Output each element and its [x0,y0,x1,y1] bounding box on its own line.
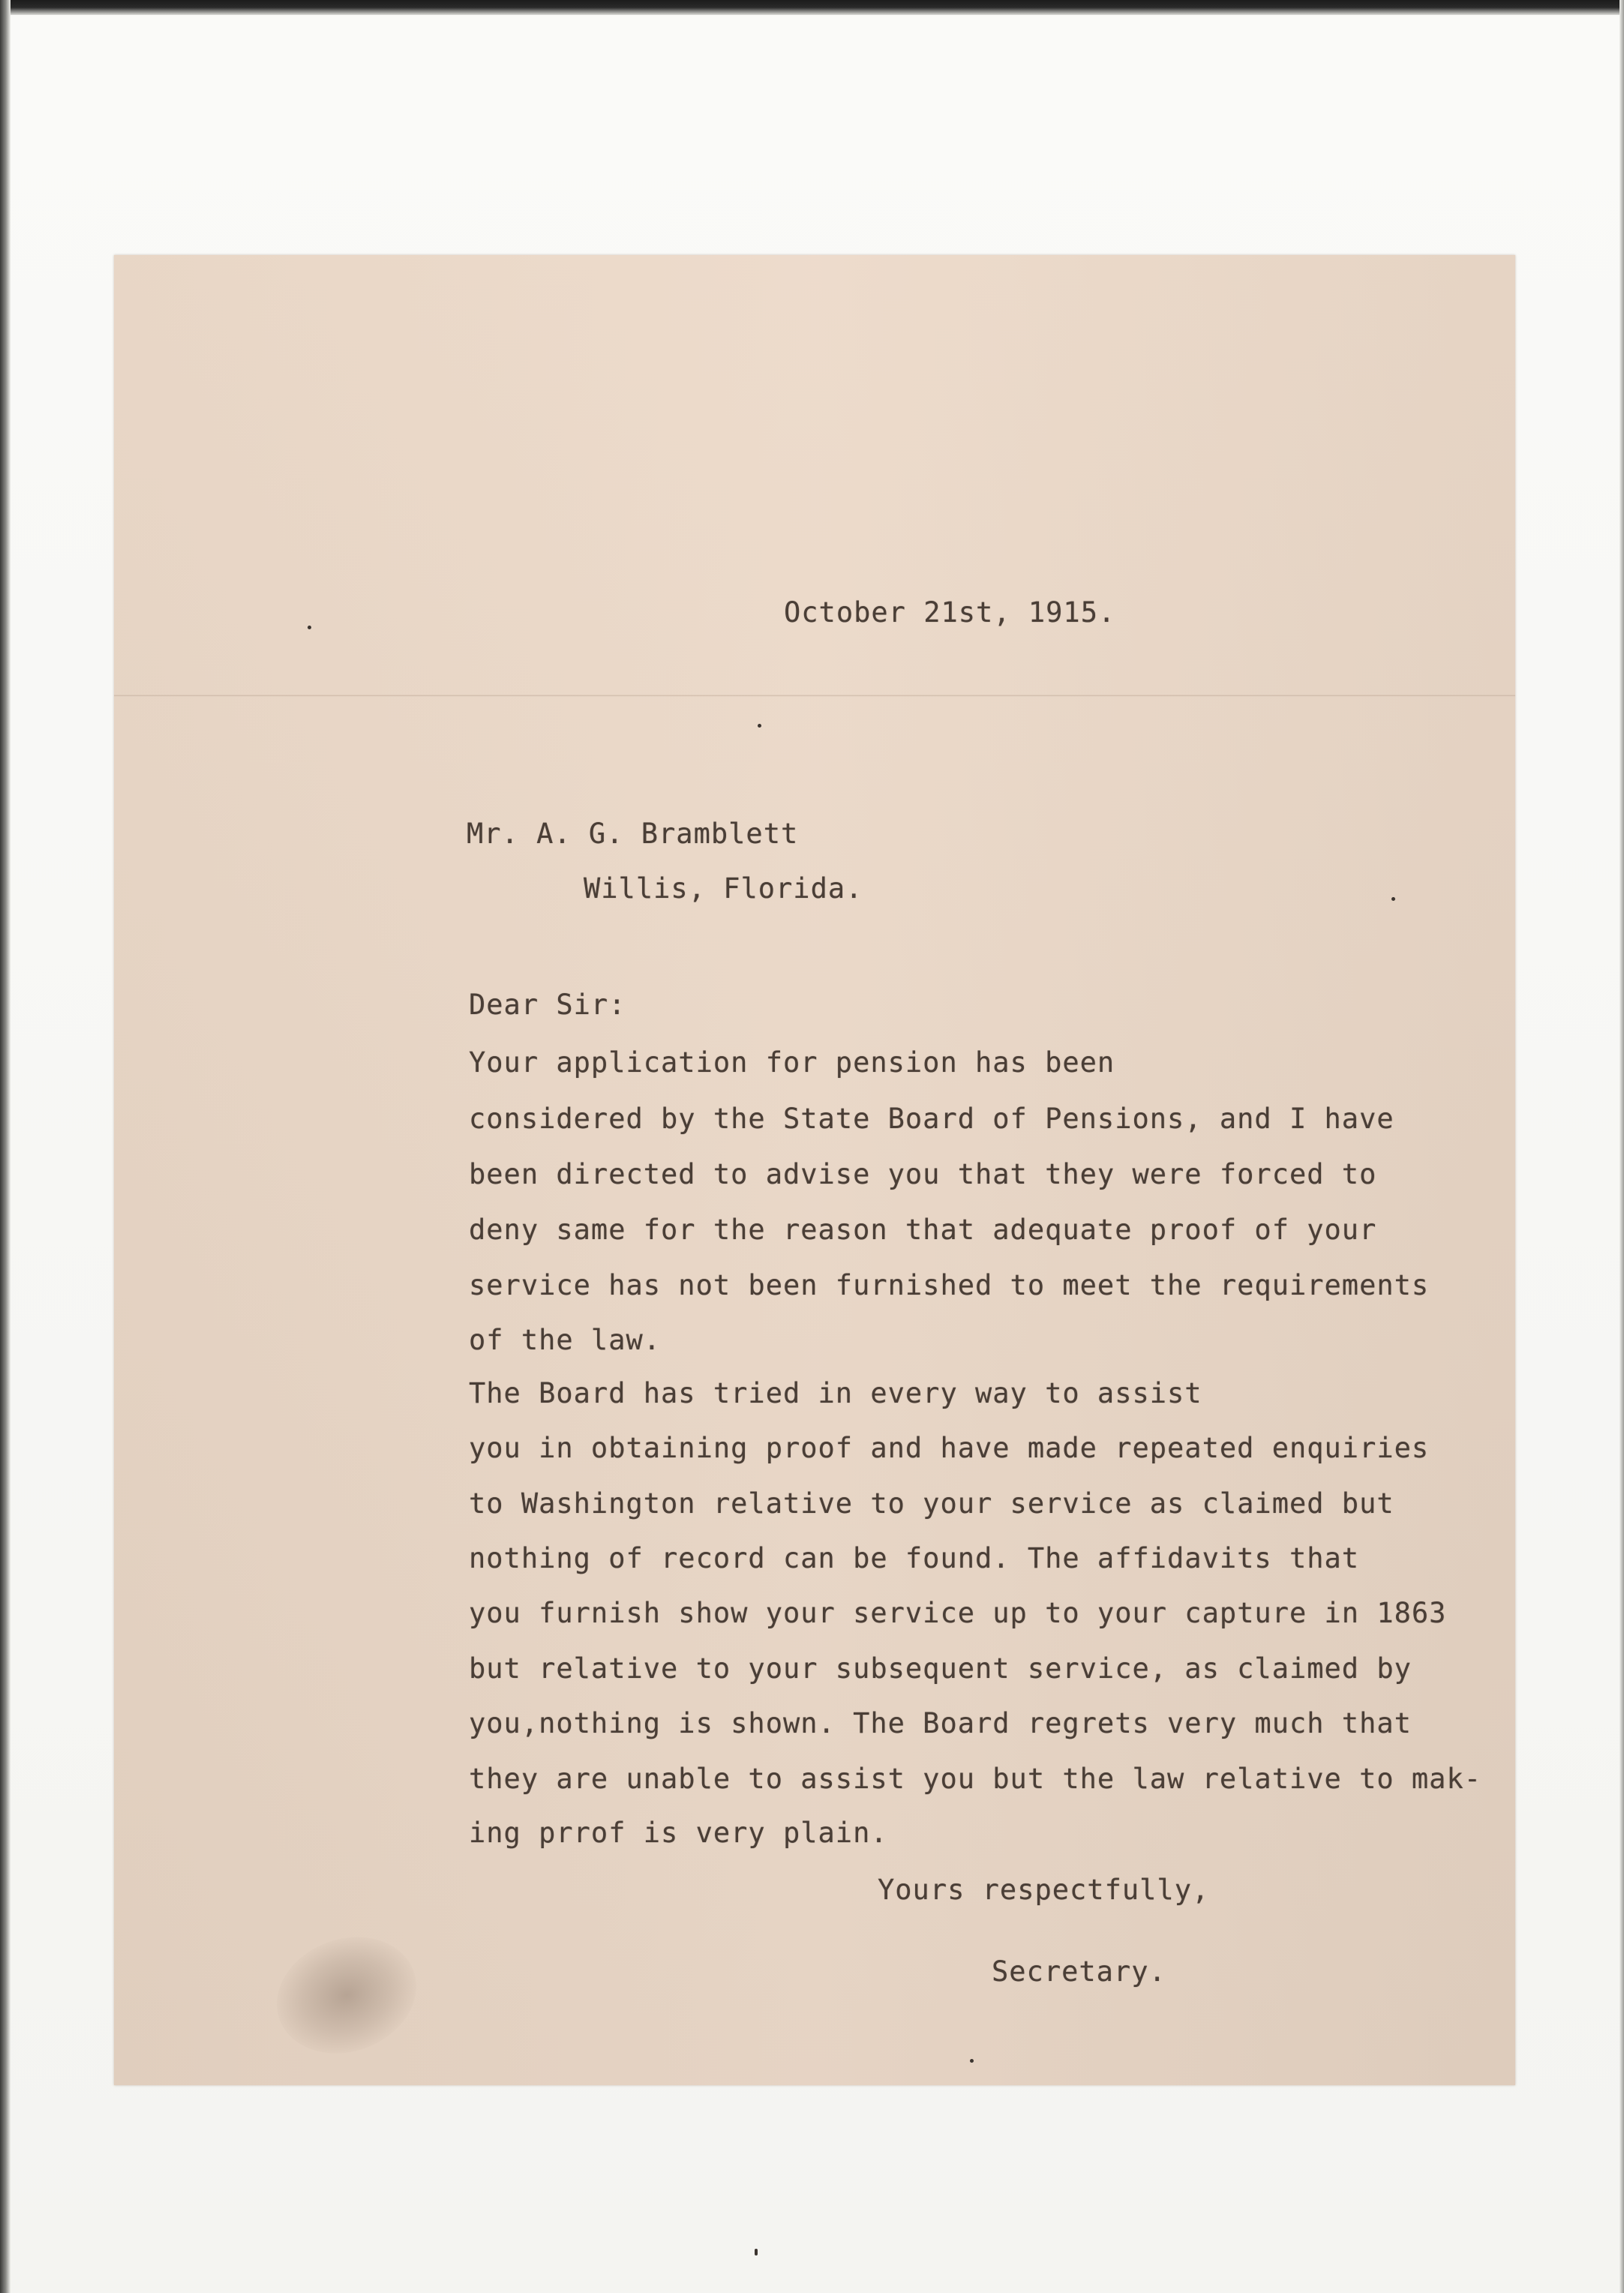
body-line: ing prrof is very plain. [469,1817,888,1849]
body-line: but relative to your subsequent service, as claimed by [469,1652,1412,1685]
paper-speck [758,724,761,728]
body-line: The Board has tried in every way to assist [469,1377,1202,1409]
body-line: they are unable to assist you but the law relative to mak- [469,1763,1482,1795]
scanner-right-edge [1619,0,1624,2293]
body-line: Your application for pension has been [469,1046,1115,1079]
body-line: to Washington relative to your service as claimed but [469,1487,1394,1520]
fingerprint-smudge [260,1918,433,2072]
body-line: you in obtaining proof and have made repeated enquiries [469,1432,1430,1464]
recipient-name: Mr. A. G. Bramblett [467,818,799,850]
scanner-left-edge [0,0,11,2293]
paper-speck [1391,897,1395,901]
paper-speck [308,626,311,629]
salutation: Dear Sir: [469,989,626,1021]
signature-title: Secretary. [992,1955,1166,1988]
closing: Yours respectfully, [878,1874,1210,1906]
paper-speck [970,2059,974,2063]
body-line: service has not been furnished to meet the requirements [469,1269,1430,1301]
recipient-location: Willis, Florida. [584,872,863,905]
letter-date: October 21st, 1915. [784,596,1116,629]
body-line: been directed to advise you that they were forced to [469,1158,1377,1190]
body-line: you furnish show your service up to your capture in 1863 [469,1597,1447,1629]
body-line: nothing of record can be found. The affidavits that [469,1542,1360,1574]
body-line: you,nothing is shown. The Board regrets very much that [469,1707,1412,1739]
body-line: considered by the State Board of Pensions, and I have [469,1103,1394,1135]
scan-speck [755,2249,758,2255]
paper-fold-line [114,695,1515,697]
body-line: of the law. [469,1324,662,1356]
scanner-top-edge [0,0,1624,15]
body-line: deny same for the reason that adequate proof of your [469,1214,1377,1246]
